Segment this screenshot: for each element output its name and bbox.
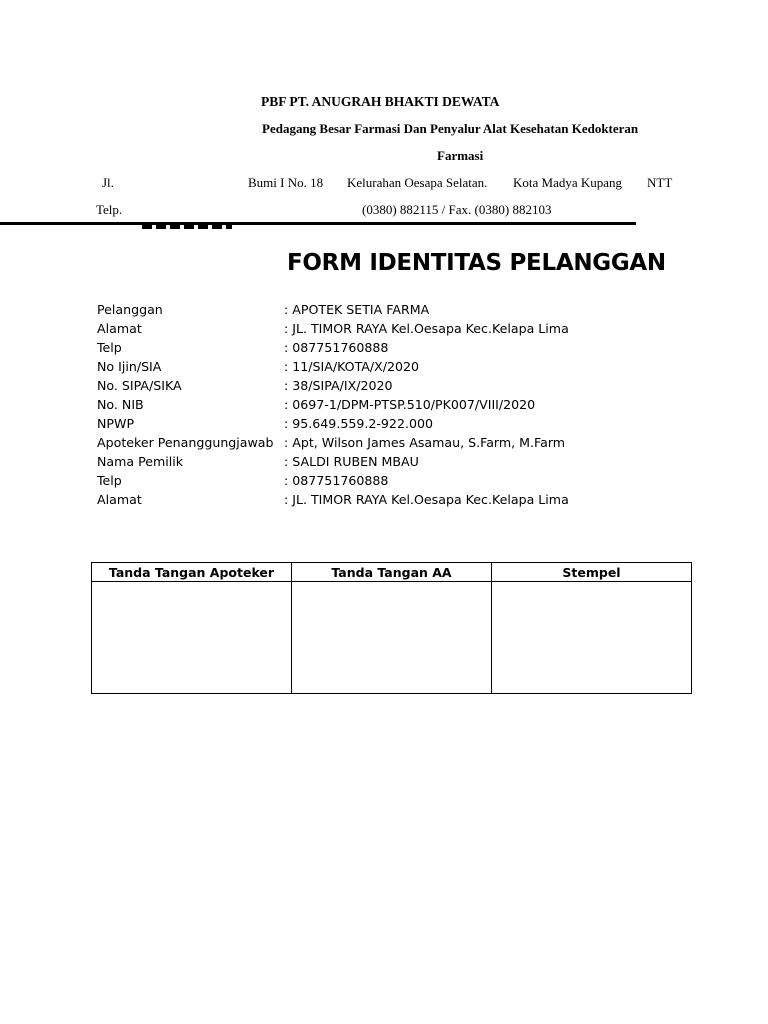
field-row-npwp	[97, 414, 657, 433]
header-tanda-tangan-apoteker: Tanda Tangan Apoteker	[92, 563, 292, 582]
field-row-apoteker	[97, 433, 657, 452]
field-value: : Apt, Wilson James Asamau, S.Farm, M.Farm	[284, 433, 565, 452]
field-label: Nama Pemilik	[97, 454, 184, 469]
letterhead-telp-value: (0380) 882115 / Fax. (0380) 882103	[362, 202, 552, 217]
signature-table	[91, 562, 692, 694]
company-name: PBF PT. ANUGRAH BHAKTI DEWATA	[261, 94, 500, 109]
field-row-no-sipa-sika	[97, 376, 657, 395]
field-row-telp	[97, 338, 657, 357]
header-stempel: Stempel	[492, 563, 692, 582]
company-tagline-line1: Pedagang Besar Farmasi Dan Penyalur Alat Kesehatan Kedokteran	[262, 121, 639, 136]
letterhead-telp-label: Telp.	[96, 202, 123, 217]
signature-header-row	[92, 563, 692, 582]
field-label: Pelanggan	[97, 302, 163, 317]
field-label: No Ijin/SIA	[97, 359, 162, 374]
address-street: Bumi I No. 18	[248, 175, 324, 190]
form-title: FORM IDENTITAS PELANGGAN	[287, 250, 666, 276]
customer-fields	[97, 300, 657, 509]
signature-cell-stempel	[492, 582, 692, 694]
field-value: : 95.649.559.2-922.000	[284, 414, 433, 433]
field-label: Telp	[97, 340, 122, 355]
field-value: : 0697-1/DPM-PTSP.510/PK007/VIII/2020	[284, 395, 535, 414]
letterhead-divider-accent	[142, 225, 232, 229]
field-row-alamat-pemilik	[97, 490, 657, 509]
field-row-nama-pemilik	[97, 452, 657, 471]
field-row-no-ijin-sia	[97, 357, 657, 376]
field-value: : SALDI RUBEN MBAU	[284, 452, 419, 471]
field-row-alamat	[97, 319, 657, 338]
field-row-no-nib	[97, 395, 657, 414]
field-label: NPWP	[97, 416, 135, 431]
field-value: : APOTEK SETIA FARMA	[284, 300, 429, 319]
field-value: : JL. TIMOR RAYA Kel.Oesapa Kec.Kelapa Lima	[284, 490, 569, 509]
address-kota: Kota Madya Kupang	[513, 175, 623, 190]
field-label: Alamat	[97, 492, 142, 507]
field-value: : 087751760888	[284, 338, 388, 357]
field-value: : 087751760888	[284, 471, 388, 490]
field-label: No. NIB	[97, 397, 144, 412]
address-jl: Jl.	[102, 175, 114, 190]
field-value: : 38/SIPA/IX/2020	[284, 376, 393, 395]
letterhead-divider	[0, 222, 636, 225]
field-row-telp-pemilik	[97, 471, 657, 490]
company-tagline-line2: Farmasi	[437, 148, 484, 163]
signature-cell-apoteker	[92, 582, 292, 694]
field-row-pelanggan	[97, 300, 657, 319]
field-label: No. SIPA/SIKA	[97, 378, 182, 393]
header-tanda-tangan-aa: Tanda Tangan AA	[292, 563, 492, 582]
address-province: NTT	[647, 175, 673, 190]
field-label: Alamat	[97, 321, 142, 336]
signature-cell-aa	[292, 582, 492, 694]
signature-body-row	[92, 582, 692, 694]
address-kelurahan: Kelurahan Oesapa Selatan.	[347, 175, 488, 190]
field-value: : 11/SIA/KOTA/X/2020	[284, 357, 419, 376]
field-value: : JL. TIMOR RAYA Kel.Oesapa Kec.Kelapa Lima	[284, 319, 569, 338]
field-label: Telp	[97, 473, 122, 488]
field-label: Apoteker Penanggungjawab	[97, 435, 274, 450]
